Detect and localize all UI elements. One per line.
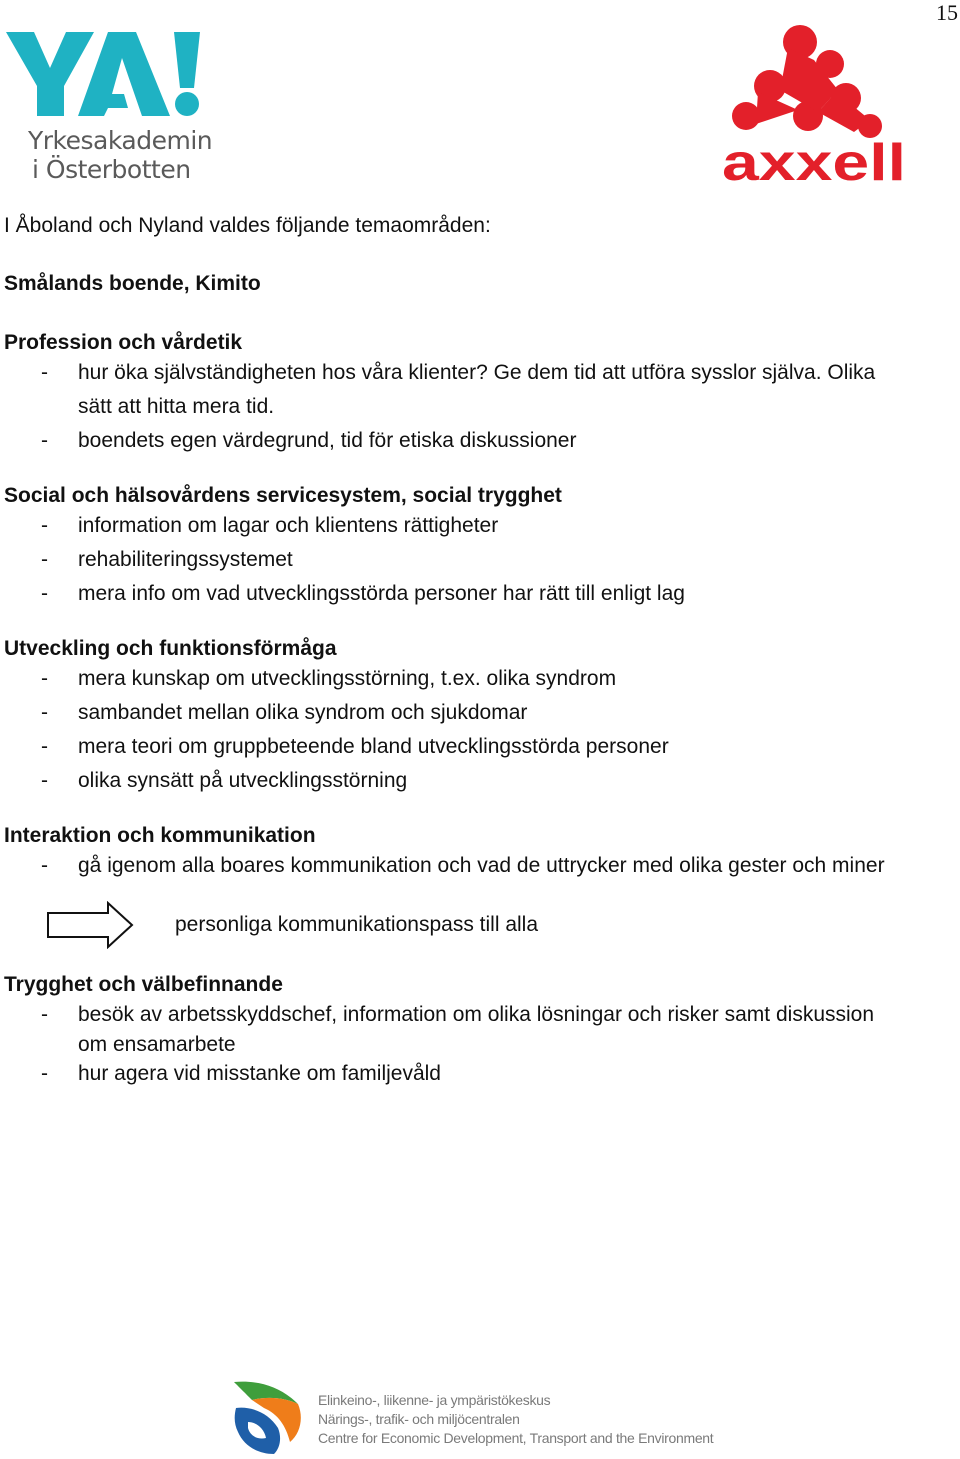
right-arrow-icon xyxy=(46,901,136,949)
axxell-wordmark: axxell xyxy=(722,134,906,190)
location-heading: Smålands boende, Kimito xyxy=(4,272,261,295)
section-heading: Interaktion och kommunikation xyxy=(4,824,316,847)
section-heading: Utveckling och funktionsförmåga xyxy=(4,637,337,660)
section-heading: Profession och vårdetik xyxy=(4,331,243,354)
footer-line3: Centre for Economic Development, Transport and the Environment xyxy=(318,1430,714,1446)
axxell-logo xyxy=(718,20,910,190)
footer-line1: Elinkeino-, liikenne- ja ympäristökeskus xyxy=(318,1392,551,1408)
ely-centre-logo xyxy=(228,1378,308,1456)
ya-logo-line2: i Österbotten xyxy=(32,155,191,184)
arrow-result-text: personliga kommunikationspass till alla xyxy=(175,913,539,936)
section-heading: Trygghet och välbefinnande xyxy=(4,973,283,996)
intro-text: I Åboland och Nyland valdes följande temaområden: xyxy=(4,214,491,237)
footer-line2: Närings-, trafik- och miljöcentralen xyxy=(318,1411,520,1427)
section-heading: Social och hälsovårdens servicesystem, social trygghet xyxy=(4,484,562,507)
ya-logo-line1: Yrkesakademin xyxy=(28,126,213,155)
page-number: 15 xyxy=(936,0,958,25)
